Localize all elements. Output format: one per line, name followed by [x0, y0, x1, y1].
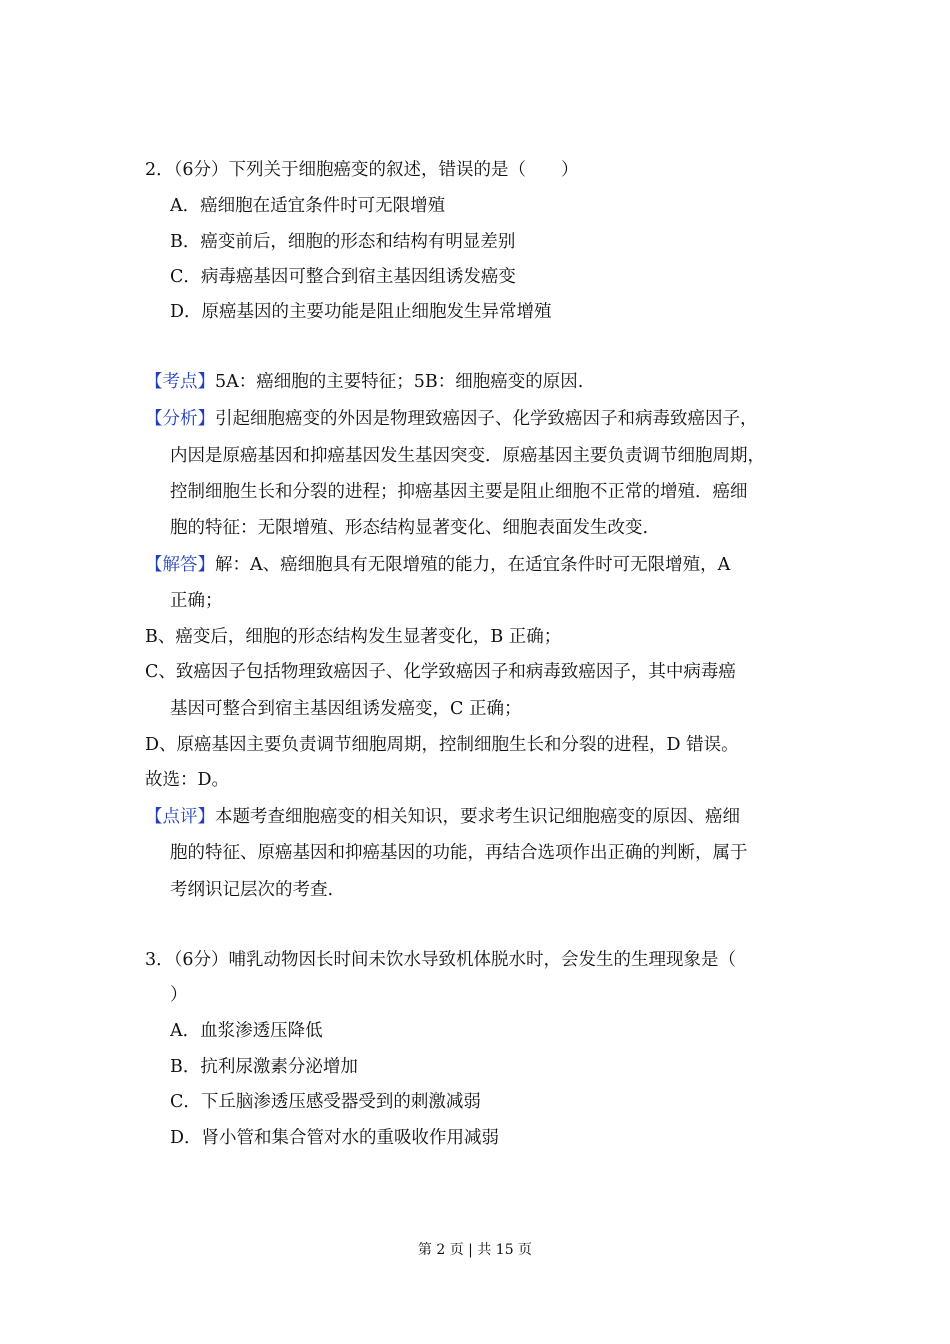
jieda-tag: 【解答】 — [145, 555, 215, 575]
dianping-line-3: 考纲识记层次的考查. — [170, 880, 334, 900]
fenxi-line-2: 内因是原癌基因和抑癌基因发生基因突变．原癌基因主要负责调节细胞周期， — [170, 446, 765, 466]
question-2-option-a: A．癌细胞在适宜条件时可无限增殖 — [170, 196, 446, 216]
jieda-section — [145, 553, 730, 577]
question-3-option-d: D．肾小管和集合管对水的重吸收作用减弱 — [170, 1128, 500, 1148]
fenxi-line-4: 胞的特征：无限增殖、形态结构显著变化、细胞表面发生改变. — [170, 518, 649, 538]
dianping-line-1: 本题考查细胞癌变的相关知识，要求考生识记细胞癌变的原因、癌细 — [215, 807, 740, 827]
kaodian-tag: 【考点】 — [145, 372, 215, 392]
jieda-line-4: C、致癌因子包括物理致癌因子、化学致癌因子和病毒致癌因子，其中病毒癌 — [145, 662, 736, 682]
jieda-line-5: 基因可整合到宿主基因组诱发癌变，C 正确； — [170, 699, 522, 719]
dianping-tag: 【点评】 — [145, 807, 215, 827]
question-2-option-b: B．癌变前后，细胞的形态和结构有明显差别 — [170, 232, 516, 252]
jieda-line-3: B、癌变后，细胞的形态结构发生显著变化，B 正确； — [145, 627, 562, 647]
question-2-option-d: D．原癌基因的主要功能是阻止细胞发生异常增殖 — [170, 302, 552, 322]
fenxi-line-1: 引起细胞癌变的外因是物理致癌因子、化学致癌因子和病毒致癌因子， — [215, 409, 758, 429]
kaodian-text: 5A：癌细胞的主要特征；5B：细胞癌变的原因. — [215, 372, 584, 392]
question-3-option-c: C．下丘脑渗透压感受器受到的刺激减弱 — [170, 1092, 481, 1112]
dianping-line-2: 胞的特征、原癌基因和抑癌基因的功能，再结合选项作出正确的判断，属于 — [170, 843, 748, 863]
kaodian-section — [145, 370, 583, 394]
question-3-option-a: A．血浆渗透压降低 — [170, 1021, 323, 1041]
jieda-line-2: 正确； — [170, 591, 223, 611]
fenxi-line-3: 控制细胞生长和分裂的进程；抑癌基因主要是阻止细胞不正常的增殖．癌细 — [170, 482, 748, 502]
jieda-line-6: D、原癌基因主要负责调节细胞周期，控制细胞生长和分裂的进程，D 错误。 — [145, 735, 739, 755]
fenxi-tag: 【分析】 — [145, 409, 215, 429]
question-3-stem-line-1: 3．（6分）哺乳动物因长时间未饮水导致机体脱水时，会发生的生理现象是（ — [145, 950, 737, 970]
question-3-option-b: B．抗利尿激素分泌增加 — [170, 1057, 358, 1077]
question-2-stem: 2．（6分）下列关于细胞癌变的叙述，错误的是（ ） — [145, 160, 579, 180]
jieda-line-7: 故选：D。 — [145, 770, 230, 790]
page-footer: 第 2 页 | 共 15 页 — [417, 1242, 533, 1258]
fenxi-section — [145, 407, 758, 431]
question-2-option-c: C．病毒癌基因可整合到宿主基因组诱发癌变 — [170, 267, 516, 287]
dianping-section — [145, 805, 740, 829]
jieda-line-1: 解：A、癌细胞具有无限增殖的能力，在适宜条件时可无限增殖，A — [215, 555, 731, 575]
question-3-stem-line-2: ） — [170, 985, 188, 1005]
